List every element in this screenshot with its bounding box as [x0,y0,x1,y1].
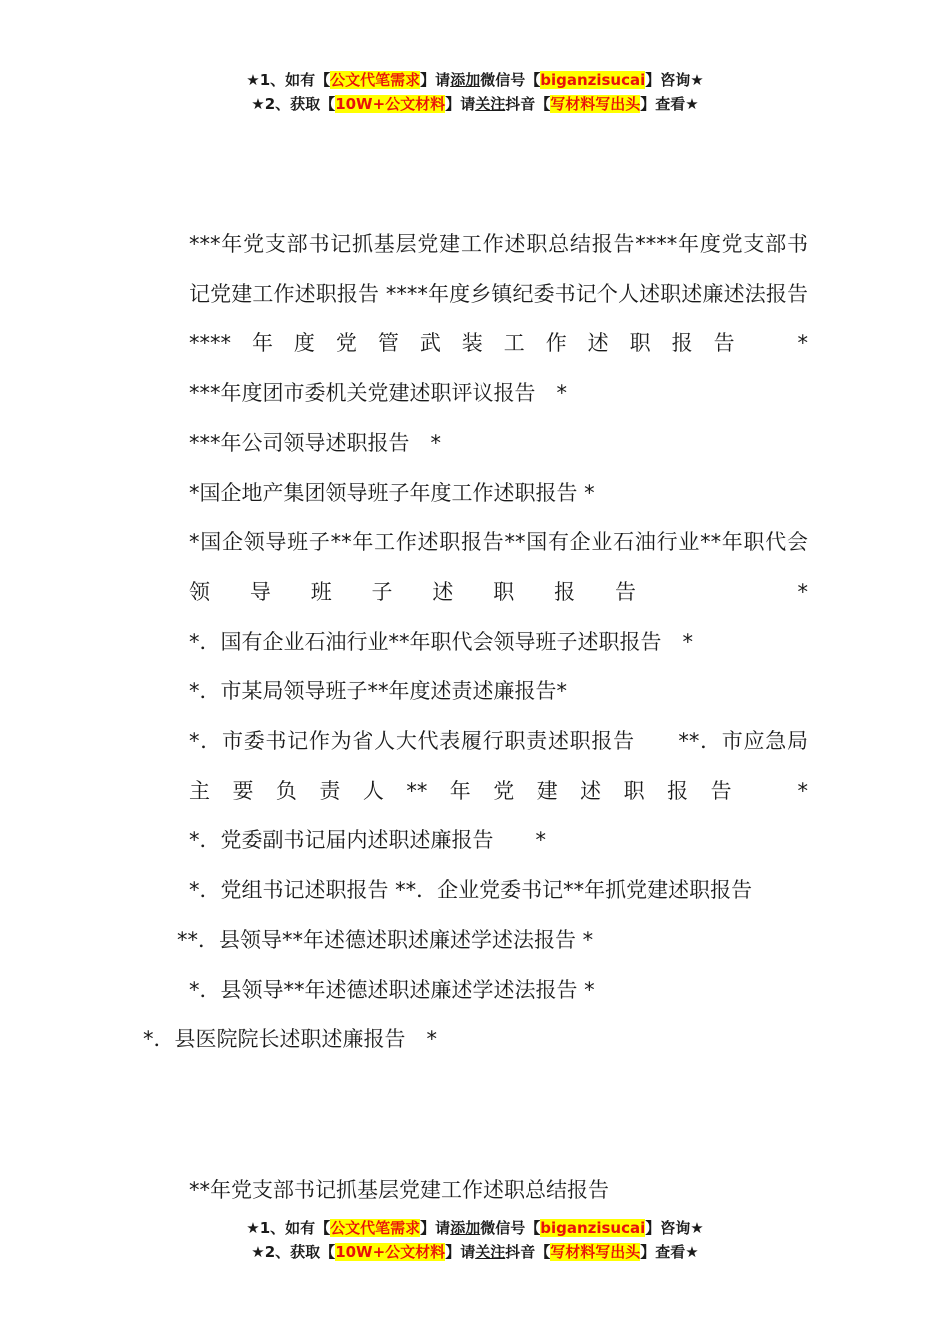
banner-text: ★1、如有【 [246,1219,331,1237]
paragraph: *国企地产集团领导班子年度工作述职报告 * [189,480,595,505]
banner-line-1 [0,68,950,92]
banner-underline: 关注 [475,1243,506,1261]
banner-douyin-id: 写材料写出头 [550,1243,641,1261]
banner-text: 微信号【 [480,1219,541,1237]
banner-text: 】查看★ [640,1243,699,1261]
banner-text: ★1、如有【 [246,71,331,89]
banner-underline: 添加 [450,71,481,89]
banner-text: 】请 [445,1243,476,1261]
banner-text: 】咨询★ [645,1219,704,1237]
paragraph: ***年公司领导述职报告 * [189,430,441,455]
paragraph: *．党委副书记届内述职述廉报告 * [189,828,546,853]
banner-highlight: 公文代笔需求 [330,71,421,89]
banner-highlight: 10W+公文材料 [335,1243,446,1261]
banner-text: 】请 [420,1219,451,1237]
paragraph: ***年度团市委机关党建述职评议报告 * [189,381,567,406]
banner-text: 抖音【 [505,95,551,113]
banner-text: 】请 [445,95,476,113]
section-title: **年党支部书记抓基层党建工作述职总结报告 [189,1178,609,1202]
banner-highlight: 10W+公文材料 [335,95,446,113]
paragraph: ***年党支部书记抓基层党建工作述职总结报告****年度党支部书记党建工作述职报告 ****年度乡镇纪委书记个人述职述廉述法报告 ****年度党管武装工作述职报告 * [189,232,808,356]
paragraph: *．党组书记述职报告 **．企业党委书记**年抓党建述职报告 [189,878,753,903]
top-banner [0,68,950,116]
paragraph: *．市某局领导班子**年度述责述廉报告* [189,679,567,704]
banner-wechat-id: biganzisucai [540,1219,646,1237]
banner-text: ★2、获取【 [251,1243,336,1261]
paragraph: *．县医院院长述职述廉报告 * [143,1027,437,1052]
banner-text: 】查看★ [640,95,699,113]
paragraph: *国企领导班子**年工作述职报告**国有企业石油行业**年职代会领导班子述职报告 * [189,530,808,604]
banner-text: 】咨询★ [645,71,704,89]
banner-line-1 [0,1216,950,1240]
banner-wechat-id: biganzisucai [540,71,646,89]
banner-underline: 关注 [475,95,506,113]
banner-douyin-id: 写材料写出头 [550,95,641,113]
banner-text: ★2、获取【 [251,95,336,113]
document-body [143,220,808,1065]
paragraph: *．县领导**年述德述职述廉述学述法报告 * [189,977,595,1002]
banner-text: 抖音【 [505,1243,551,1261]
paragraph: *．国有企业石油行业**年职代会领导班子述职报告 * [189,629,693,654]
banner-highlight: 公文代笔需求 [330,1219,421,1237]
banner-line-2 [0,1240,950,1264]
banner-text: 】请 [420,71,451,89]
banner-text: 微信号【 [480,71,541,89]
paragraph: *．市委书记作为省人大代表履行职责述职报告 **．市应急局主要负责人**年党建述职报告 * [189,729,808,803]
banner-line-2 [0,92,950,116]
bottom-banner [0,1216,950,1264]
paragraph: **．县领导**年述德述职述廉述学述法报告 * [177,927,594,952]
banner-underline: 添加 [450,1219,481,1237]
